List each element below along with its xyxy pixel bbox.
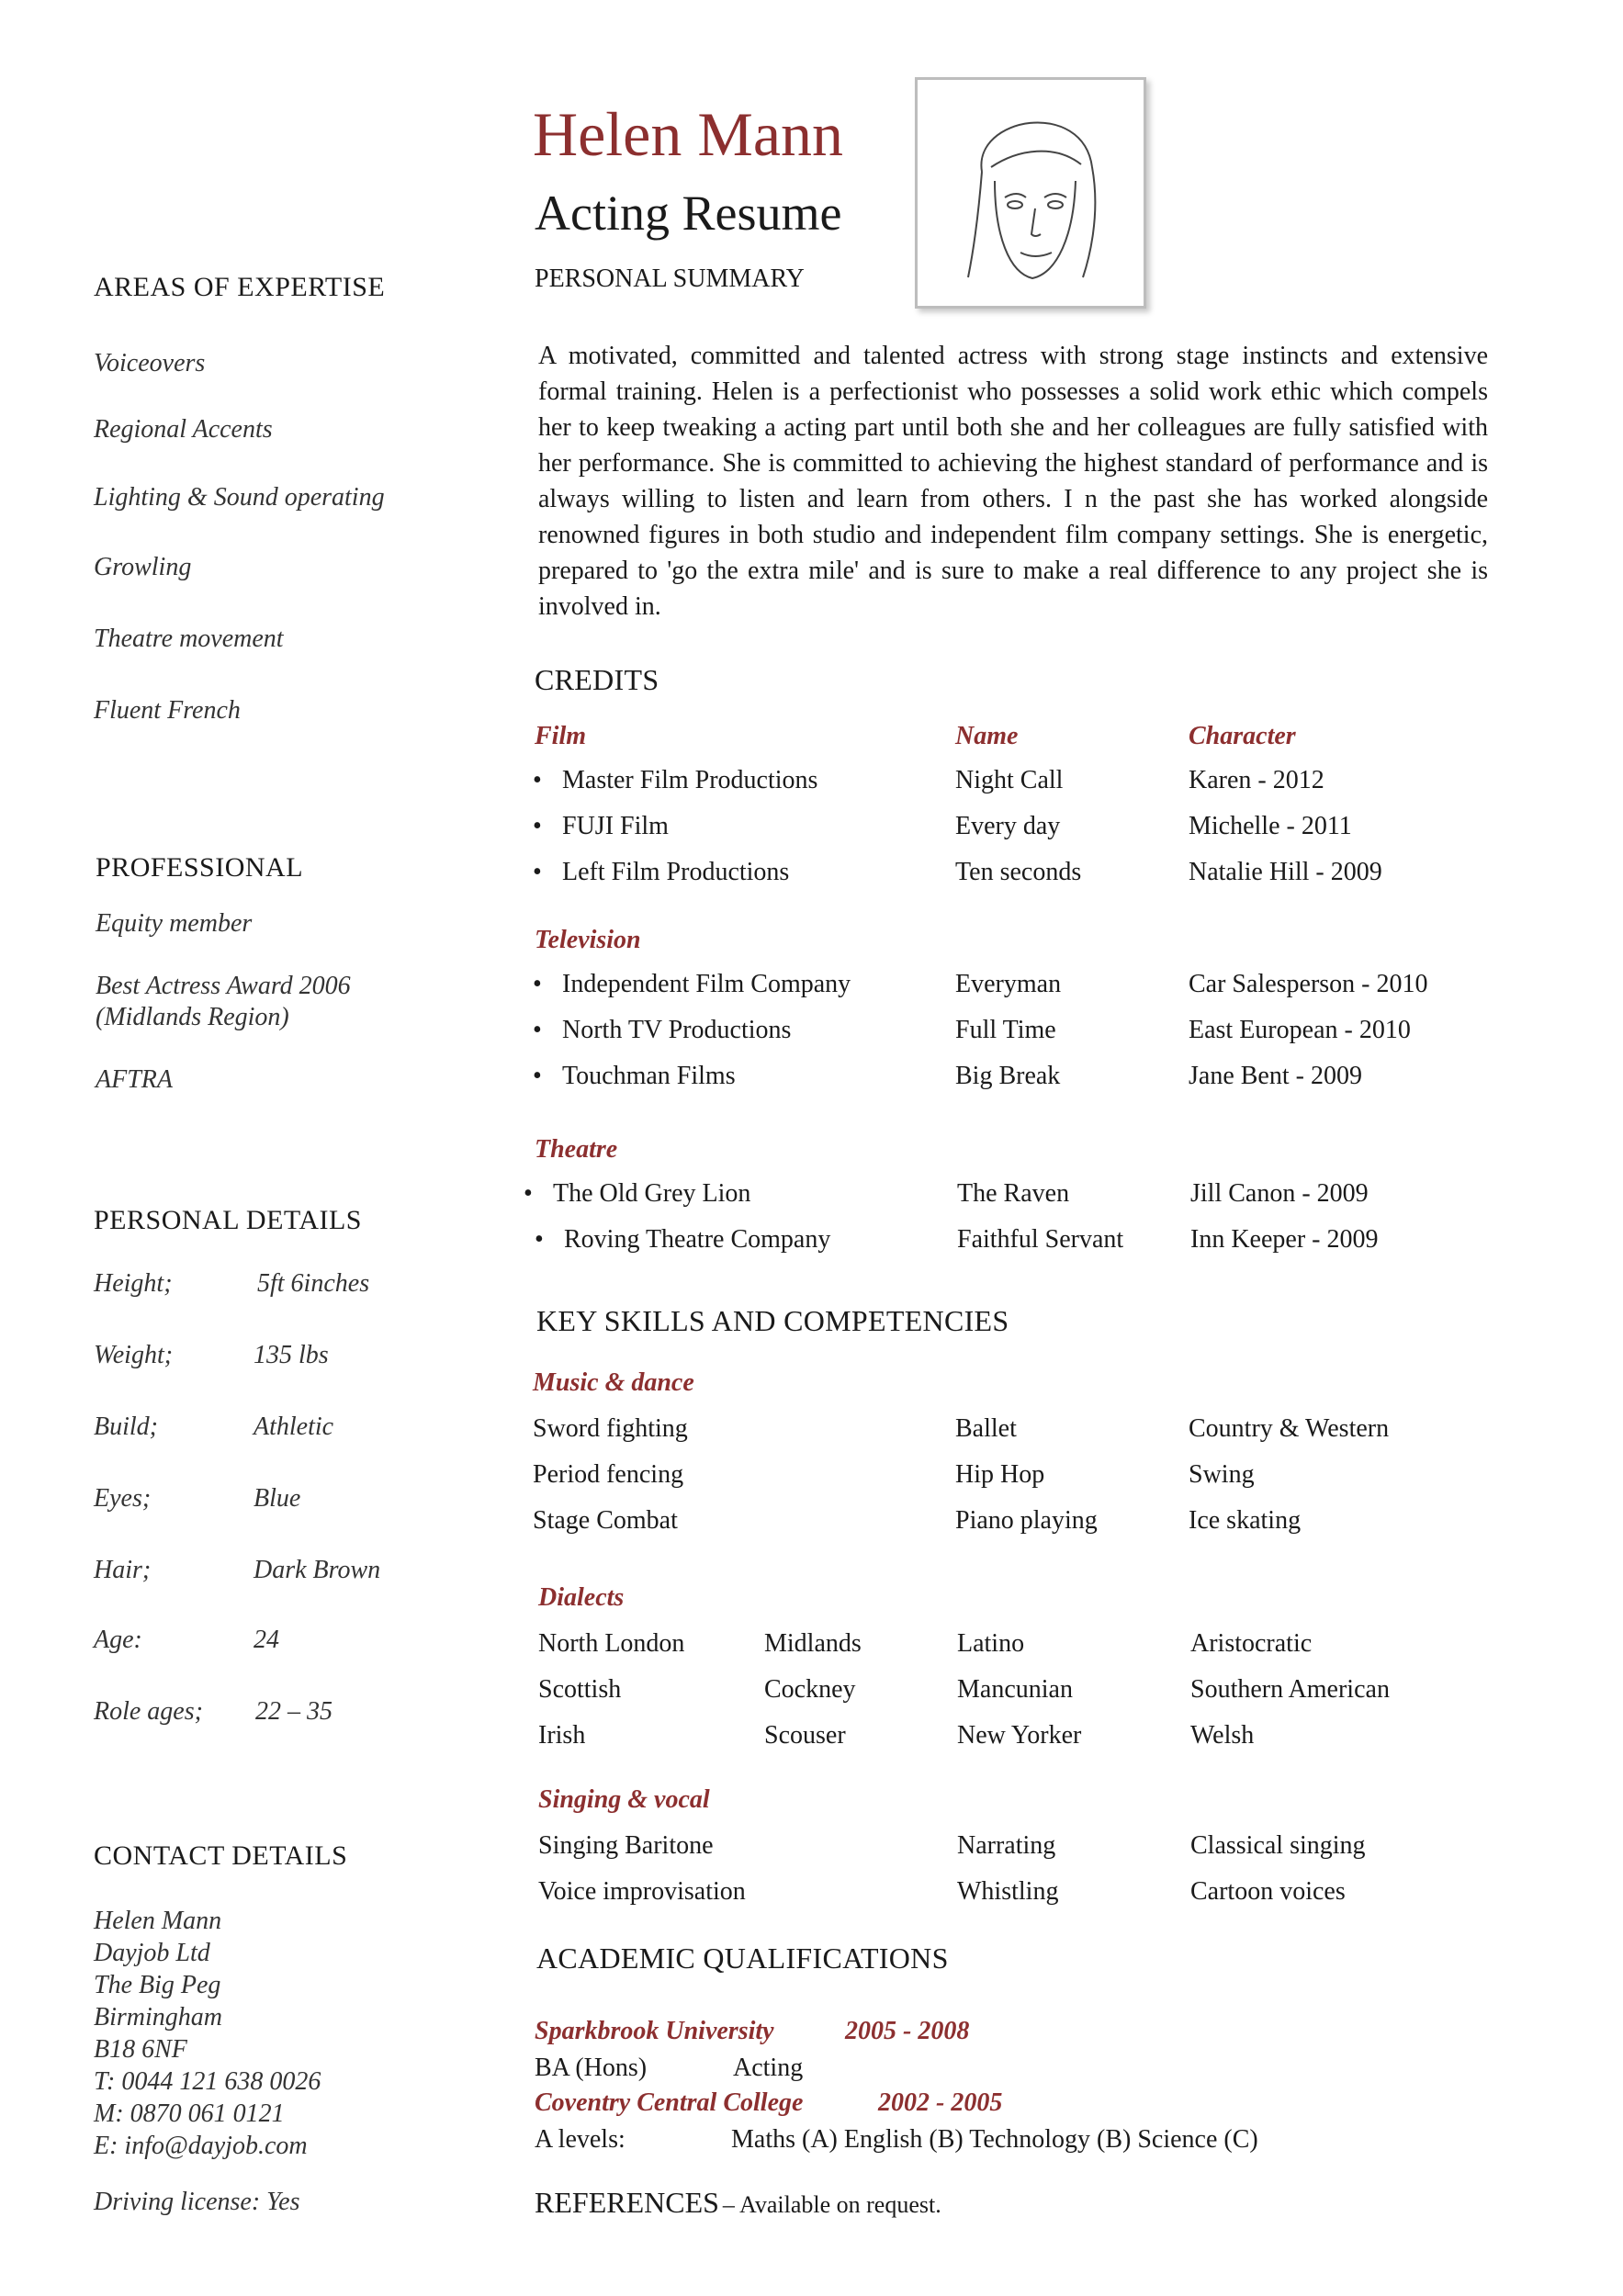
personal-summary-heading: PERSONAL SUMMARY (535, 264, 805, 293)
document-title: Acting Resume (535, 186, 842, 241)
tv-character: Car Salesperson - 2010 (1189, 970, 1428, 998)
skill-item: Sword fighting (533, 1414, 688, 1443)
detail-label: Weight; (94, 1341, 174, 1369)
references-text: – Available on request. (722, 2191, 941, 2218)
tv-character: Jane Bent - 2009 (1189, 1062, 1362, 1090)
music-dance-heading: Music & dance (533, 1368, 694, 1397)
credits-heading: CREDITS (535, 663, 659, 696)
film-character: Natalie Hill - 2009 (1189, 858, 1382, 886)
expertise-item: Lighting & Sound operating (94, 483, 385, 512)
film-title: Night Call (955, 766, 1064, 794)
theatre-title: The Raven (957, 1179, 1070, 1208)
personal-summary-text: A motivated, committed and talented actress with strong stage instincts and extensive formal training. Helen is a perfectionist who possesses a solid work ethic which compels her to keep tweaking a acting part until both she and her colleagues are fully satisfied with her performance. She is committed to achieving the highest standard of performance and is always willing to listen and learn from others. I n the past she has worked alongside renowned figures in both studio and independent film company settings. She is energetic, prepared to 'go the extra mile' and is sure to make a real difference to any project she is involved in. (538, 342, 1488, 621)
detail-value: 22 – 35 (255, 1697, 332, 1726)
film-title: Every day (955, 812, 1061, 840)
expertise-heading: AREAS OF EXPERTISE (94, 272, 386, 302)
driving-license: Driving license: Yes (94, 2188, 300, 2216)
professional-item: (Midlands Region) (96, 1003, 289, 1031)
detail-value: 135 lbs (254, 1341, 329, 1369)
detail-label: Age: (94, 1626, 142, 1654)
dialect-item: Mancunian (957, 1675, 1073, 1704)
dialect-item: Midlands (764, 1629, 862, 1658)
professional-heading: PROFESSIONAL (96, 852, 304, 883)
degree-subject: Acting (733, 2054, 804, 2082)
university-name: Sparkbrook University (535, 2017, 774, 2045)
contact-postcode: B18 6NF (94, 2035, 187, 2064)
contact-email: E: info@dayjob.com (94, 2132, 308, 2160)
profile-photo (915, 77, 1146, 309)
degree: BA (Hons) (535, 2054, 648, 2082)
tv-company: • Touchman Films (562, 1062, 736, 1091)
vocal-item: Classical singing (1190, 1831, 1366, 1860)
dialect-item: Cockney (764, 1675, 856, 1704)
detail-label: Hair; (94, 1556, 152, 1584)
academic-heading: ACADEMIC QUALIFICATIONS (536, 1941, 949, 1975)
detail-label: Eyes; (94, 1484, 152, 1513)
film-company: • Left Film Productions (562, 858, 789, 887)
skill-item: Ice skating (1189, 1506, 1302, 1535)
contact-name: Helen Mann (94, 1907, 222, 1935)
theatre-title: Faithful Servant (957, 1225, 1124, 1254)
film-title: Ten seconds (955, 858, 1082, 886)
university-years: 2005 - 2008 (845, 2017, 970, 2045)
film-character: Michelle - 2011 (1189, 812, 1352, 840)
detail-value: Dark Brown (254, 1556, 381, 1584)
theatre-heading: Theatre (535, 1135, 618, 1164)
references-heading: REFERENCES (535, 2186, 719, 2219)
theatre-company: • Roving Theatre Company (564, 1225, 830, 1255)
college-name: Coventry Central College (535, 2088, 804, 2117)
tv-title: Everyman (955, 970, 1062, 998)
professional-item: AFTRA (96, 1065, 173, 1094)
contact-address: The Big Peg (94, 1971, 221, 1999)
dialect-item: Irish (538, 1721, 586, 1750)
vocal-item: Voice improvisation (538, 1877, 746, 1906)
dialect-item: Welsh (1190, 1721, 1255, 1750)
theatre-character: Jill Canon - 2009 (1190, 1179, 1369, 1208)
dialect-item: New Yorker (957, 1721, 1082, 1750)
film-company: • Master Film Productions (562, 766, 817, 795)
detail-label: Height; (94, 1269, 173, 1298)
portrait-sketch-icon (918, 80, 1144, 306)
vocal-item: Narrating (957, 1831, 1056, 1860)
dialect-item: Scouser (764, 1721, 846, 1750)
theatre-company: • The Old Grey Lion (553, 1179, 750, 1209)
skill-item: Stage Combat (533, 1506, 678, 1535)
dialects-heading: Dialects (538, 1583, 625, 1612)
contact-mobile: M: 0870 061 0121 (94, 2099, 285, 2128)
tv-title: Full Time (955, 1016, 1056, 1044)
film-company: • FUJI Film (562, 812, 669, 841)
contact-heading: CONTACT DETAILS (94, 1840, 348, 1871)
film-heading: Film (535, 722, 587, 750)
dialect-item: Aristocratic (1190, 1629, 1313, 1658)
detail-value: Blue (254, 1484, 301, 1513)
contact-block (94, 1905, 321, 2162)
singing-vocal-heading: Singing & vocal (538, 1785, 710, 1814)
skill-item: Period fencing (533, 1460, 684, 1489)
detail-value: 5ft 6inches (257, 1269, 370, 1298)
detail-value: Athletic (254, 1412, 334, 1441)
college-years: 2002 - 2005 (878, 2088, 1003, 2117)
contact-city: Birmingham (94, 2003, 222, 2032)
professional-item: Best Actress Award 2006 (96, 972, 351, 1000)
professional-item: Equity member (96, 909, 253, 938)
theatre-character: Inn Keeper - 2009 (1190, 1225, 1379, 1254)
tv-company: • Independent Film Company (562, 970, 851, 999)
candidate-name: Helen Mann (533, 99, 844, 169)
expertise-item: Regional Accents (94, 415, 273, 444)
alevels-grades: Maths (A) English (B) Technology (B) Science (C) (731, 2125, 1258, 2154)
skill-item: Ballet (955, 1414, 1017, 1443)
dialect-item: Southern American (1190, 1675, 1390, 1704)
personal-details-heading: PERSONAL DETAILS (94, 1205, 362, 1235)
skill-item: Country & Western (1189, 1414, 1390, 1443)
skill-item: Swing (1189, 1460, 1255, 1489)
skills-heading: KEY SKILLS AND COMPETENCIES (536, 1304, 1009, 1337)
skill-item: Piano playing (955, 1506, 1098, 1535)
expertise-item: Growling (94, 553, 192, 581)
name-column-heading: Name (955, 722, 1019, 750)
dialect-item: Scottish (538, 1675, 622, 1704)
vocal-item: Cartoon voices (1190, 1877, 1346, 1906)
tv-company: • North TV Productions (562, 1016, 791, 1045)
tv-character: East European - 2010 (1189, 1016, 1411, 1044)
detail-label: Build; (94, 1412, 158, 1441)
television-heading: Television (535, 926, 641, 954)
contact-company: Dayjob Ltd (94, 1939, 210, 1967)
references-line (535, 2186, 941, 2220)
tv-title: Big Break (955, 1062, 1061, 1090)
character-column-heading: Character (1189, 722, 1296, 750)
film-character: Karen - 2012 (1189, 766, 1324, 794)
expertise-item: Voiceovers (94, 349, 206, 377)
detail-label: Role ages; (94, 1697, 203, 1726)
skill-item: Hip Hop (955, 1460, 1045, 1489)
alevels-label: A levels: (535, 2125, 626, 2154)
vocal-item: Singing Baritone (538, 1831, 714, 1860)
dialect-item: Latino (957, 1629, 1025, 1658)
dialect-item: North London (538, 1629, 685, 1658)
contact-phone: T: 0044 121 638 0026 (94, 2067, 321, 2096)
expertise-item: Fluent French (94, 696, 241, 725)
detail-value: 24 (254, 1626, 279, 1654)
vocal-item: Whistling (957, 1877, 1059, 1906)
expertise-item: Theatre movement (94, 625, 284, 653)
